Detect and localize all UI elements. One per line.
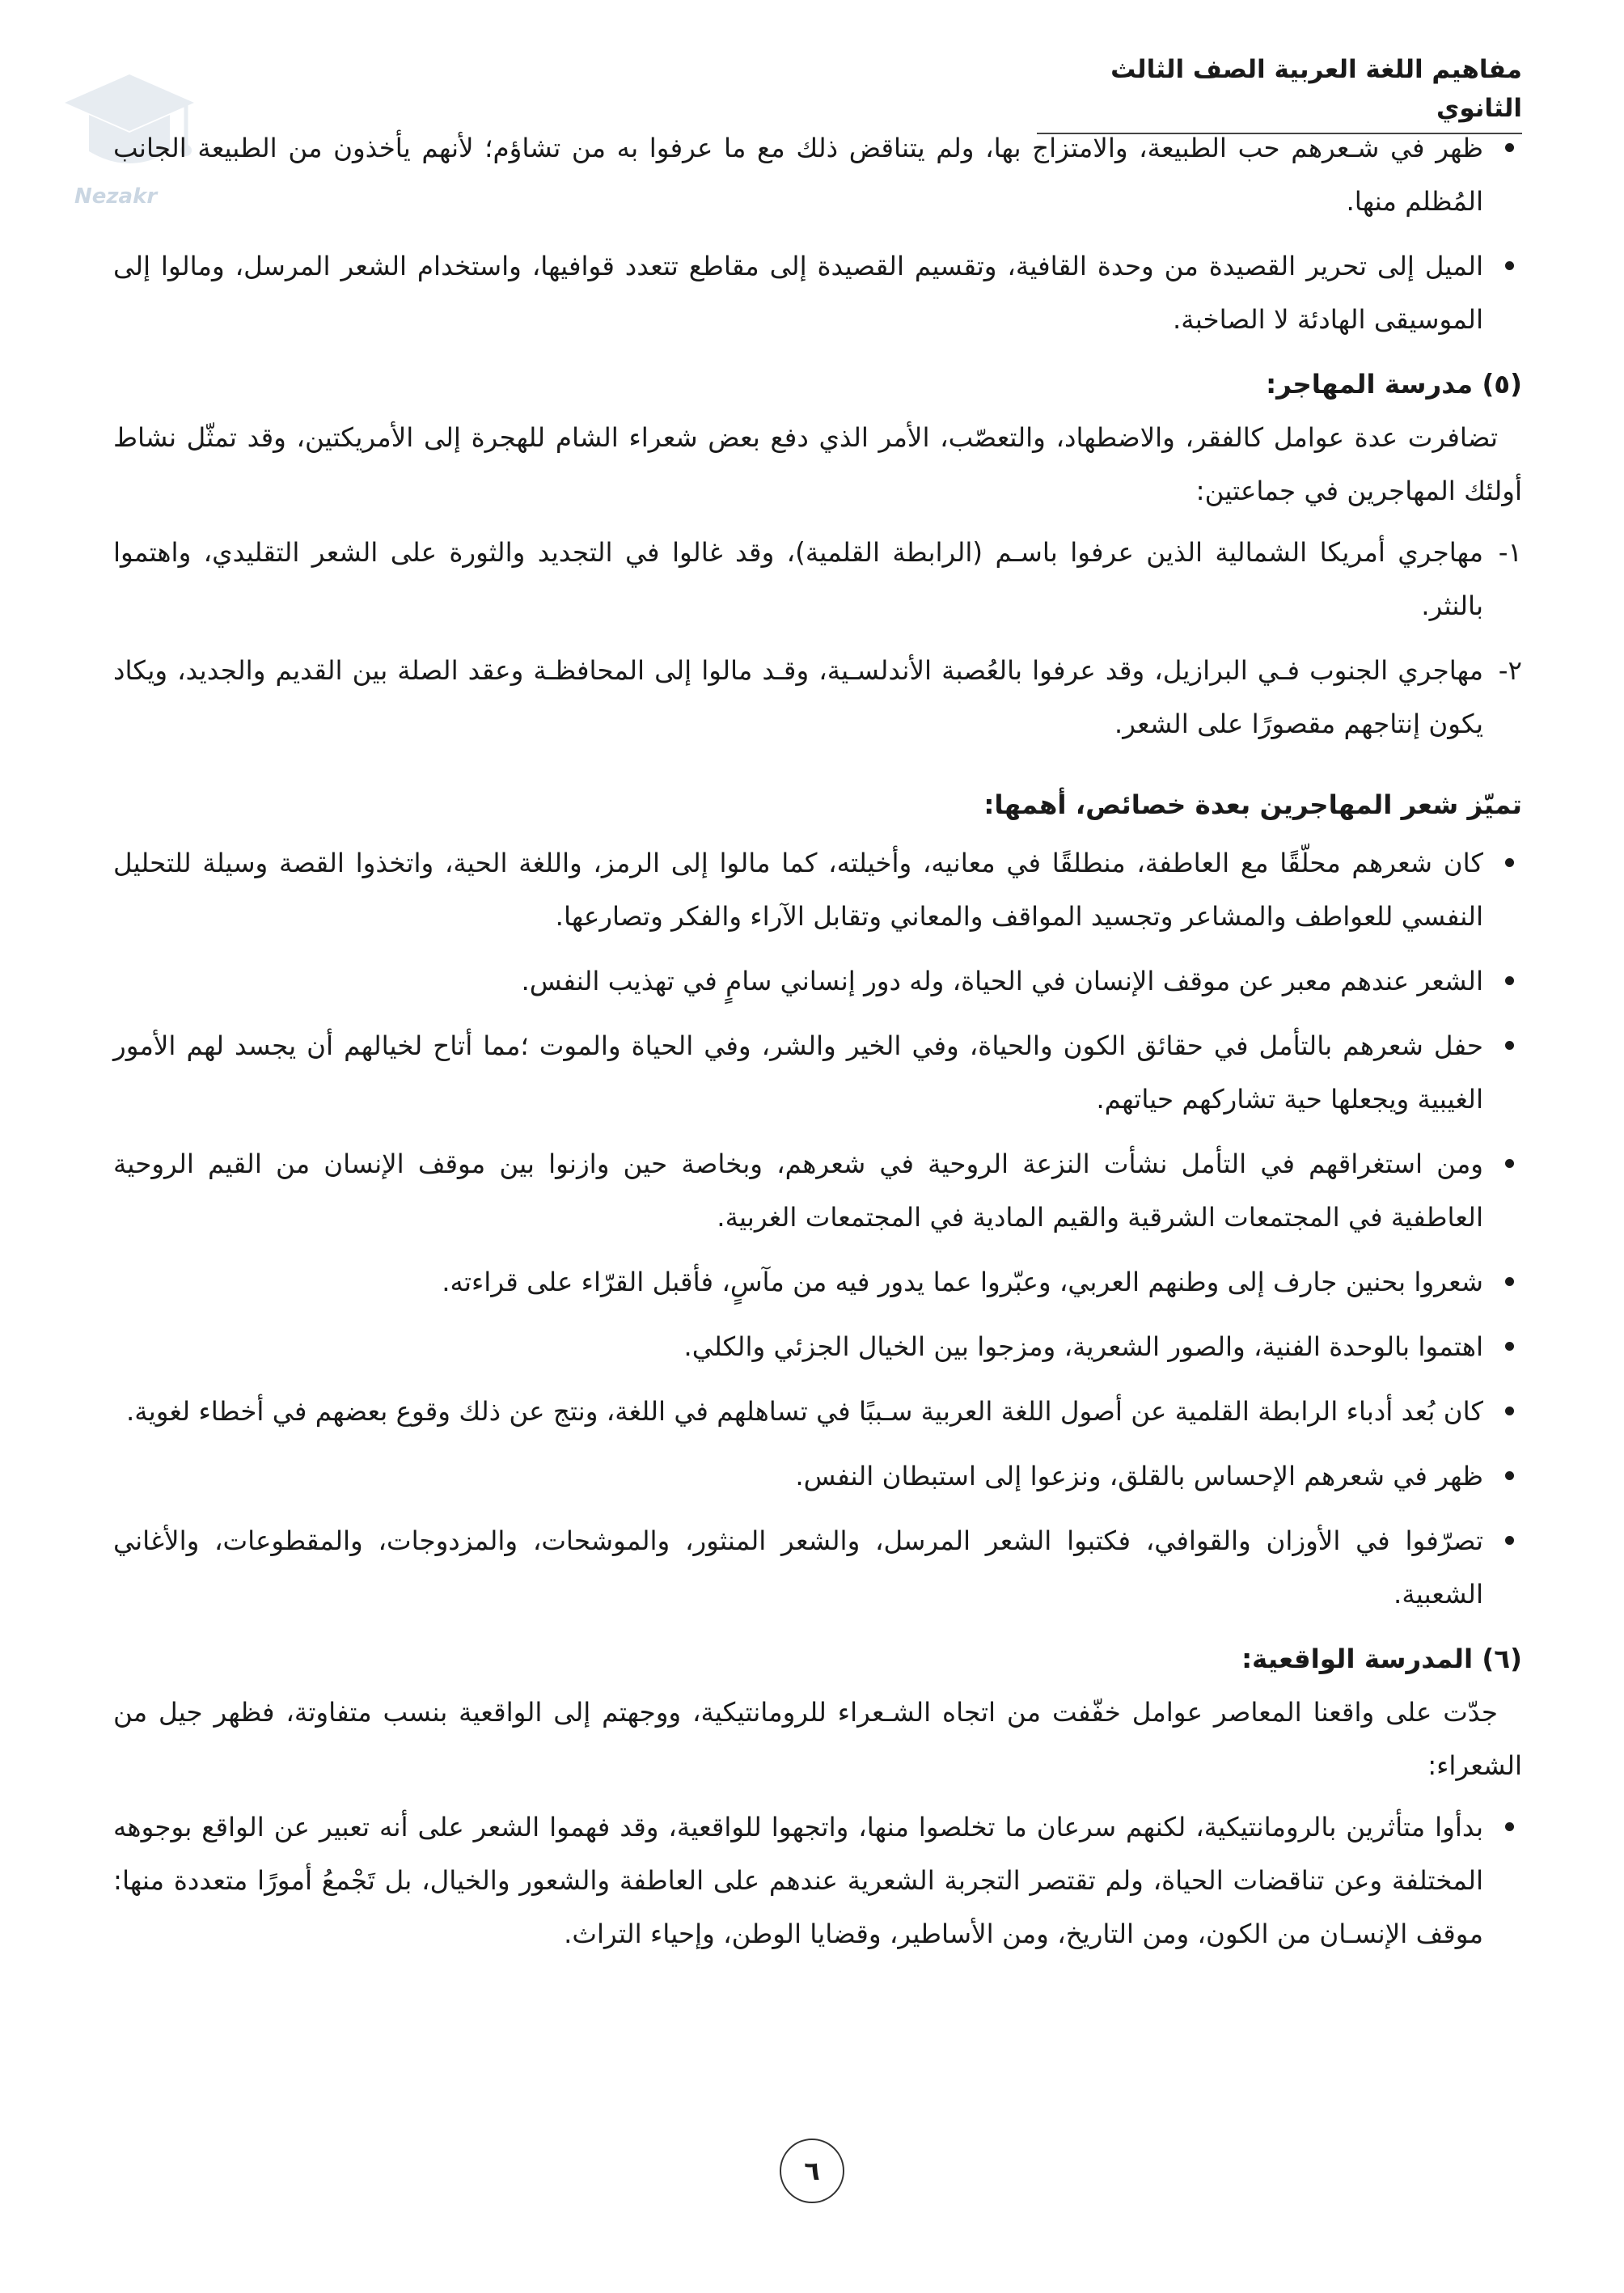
section-intro-paragraph: جدّت على واقعنا المعاصر عوامل خفّفت من اتجاه الشـعراء للرومانتيكية، ووجهتم إلى الواقعية بنسب متفاوتة، فظهر جيل من الشعراء: — [113, 1697, 1522, 1781]
item-text: مهاجري أمريكا الشمالية الذين عرفوا باسـم (الرابطة القلمية)، وقد غالوا في التجديد والثورة على الشعر التقليدي، واهتموا بالنثر. — [113, 537, 1483, 621]
features-heading: تميّز شعر المهاجرين بعدة خصائص، أهمها: — [983, 789, 1522, 820]
list-item: ظهر في شـعرهم حب الطبيعة، والامتزاج بها، ولم يتناقض ذلك مع ما عرفوا به من تشاؤم؛ لأنهم يأخذون من الطبيعة الجانب المُظلم منها. — [113, 121, 1522, 228]
intro-bullet-list — [113, 121, 1522, 346]
list-item: كان بُعد أدباء الرابطة القلمية عن أصول اللغة العربية سـببًا في تساهلهم في اللغة، ونتج عن ذلك وقوع بعضهم في أخطاء لغوية. — [113, 1385, 1522, 1438]
watermark-text: Nezakr — [74, 184, 158, 209]
list-item: شعروا بحنين جارف إلى وطنهم العربي، وعبّروا عما يدور فيه من مآسٍ، فأقبل القرّاء على قراءته. — [113, 1255, 1522, 1309]
numbered-item — [113, 526, 1522, 632]
list-item: كان شعرهم محلّقًا مع العاطفة، منطلقًا في معانيه، وأخيلته، كما مالوا إلى الرمز، واللغة الحية، واتخذوا القصة وسيلة للتحليل النفسي للعواطف والمشاعر وتجسيد المواقف والمعاني وتقابل الآراء والفكر وتصارعها. — [113, 836, 1522, 943]
list-item: ومن استغراقهم في التأمل نشأت النزعة الروحية في شعرهم، وبخاصة حين وازنوا بين موقف الإنسان من القيم الروحية العاطفية في المجتمعات الشرقية والقيم المادية في المجتمعات الغربية. — [113, 1137, 1522, 1244]
item-number: ٢- — [1498, 655, 1522, 686]
list-item: حفل شعرهم بالتأمل في حقائق الكون والحياة، وفي الخير والشر، وفي الحياة والموت ؛مما أتاح لخيالهم أن يجسد لهم الأمور الغيبية ويجعلها حية تشاركهم حياتهم. — [113, 1019, 1522, 1126]
list-item: ظهر في شعرهم الإحساس بالقلق، ونزعوا إلى استبطان النفس. — [113, 1449, 1522, 1503]
section-heading-realism: (٦) المدرسة الواقعية: — [1241, 1644, 1522, 1674]
list-item: بدأوا متأثرين بالرومانتيكية، لكنهم سرعان ما تخلصوا منها، واتجهوا للواقعية، وقد فهموا الشعر على أنه تعبير عن الواقع بوجوهه المختلفة وعن تناقضات الحياة، ولم تقتصر التجربة الشعرية عندهم على العاطفة والشعور والخيال، بل تَجْمعُ أمورًا متعددة منها: موقف الإنسـان من الكون، ومن التاريخ، ومن الأساطير، وقضايا الوطن، وإحياء التراث. — [113, 1800, 1522, 1961]
item-number: ١- — [1498, 537, 1522, 568]
item-text: مهاجري الجنوب فـي البرازيل، وقد عرفوا بالعُصبة الأندلسـية، وقـد مالوا إلى المحافظـة وعقد الصلة بين القديم والجديد، ويكاد يكون إنتاجهم مقصورًا على الشعر. — [113, 655, 1483, 739]
main-content — [113, 121, 1522, 1972]
section-intro-paragraph: تضافرت عدة عوامل كالفقر، والاضطهاد، والتعصّب، الأمر الذي دفع بعض شعراء الشام للهجرة إلى الأمريكتين، وقد تمثّل نشاط أولئك المهاجرين في جماعتين: — [113, 422, 1522, 506]
list-item: تصرّفوا في الأوزان والقوافي، فكتبوا الشعر المرسل، والشعر المنثور، والموشحات، والمزدوجات، والمقطوعات، والأغاني الشعبية. — [113, 1514, 1522, 1621]
section-heading-muhajir: (٥) مدرسة المهاجر: — [1266, 369, 1522, 400]
list-item: اهتموا بالوحدة الفنية، والصور الشعرية، ومزجوا بين الخيال الجزئي والكلي. — [113, 1320, 1522, 1373]
list-item: الميل إلى تحرير القصيدة من وحدة القافية، وتقسيم القصيدة إلى مقاطع تتعدد قوافيها، واستخدام الشعر المرسل، ومالوا إلى الموسيقى الهادئة لا الصاخبة. — [113, 239, 1522, 346]
page-number: ٦ — [780, 2139, 844, 2203]
features-bullet-list — [113, 836, 1522, 1621]
numbered-item — [113, 644, 1522, 751]
list-item: الشعر عندهم معبر عن موقف الإنسان في الحياة، وله دور إنساني سامٍ في تهذيب النفس. — [113, 954, 1522, 1008]
realism-bullet-list — [113, 1800, 1522, 1961]
header-title: مفاهيم اللغة العربية الصف الثالث الثانوي — [1037, 50, 1522, 134]
